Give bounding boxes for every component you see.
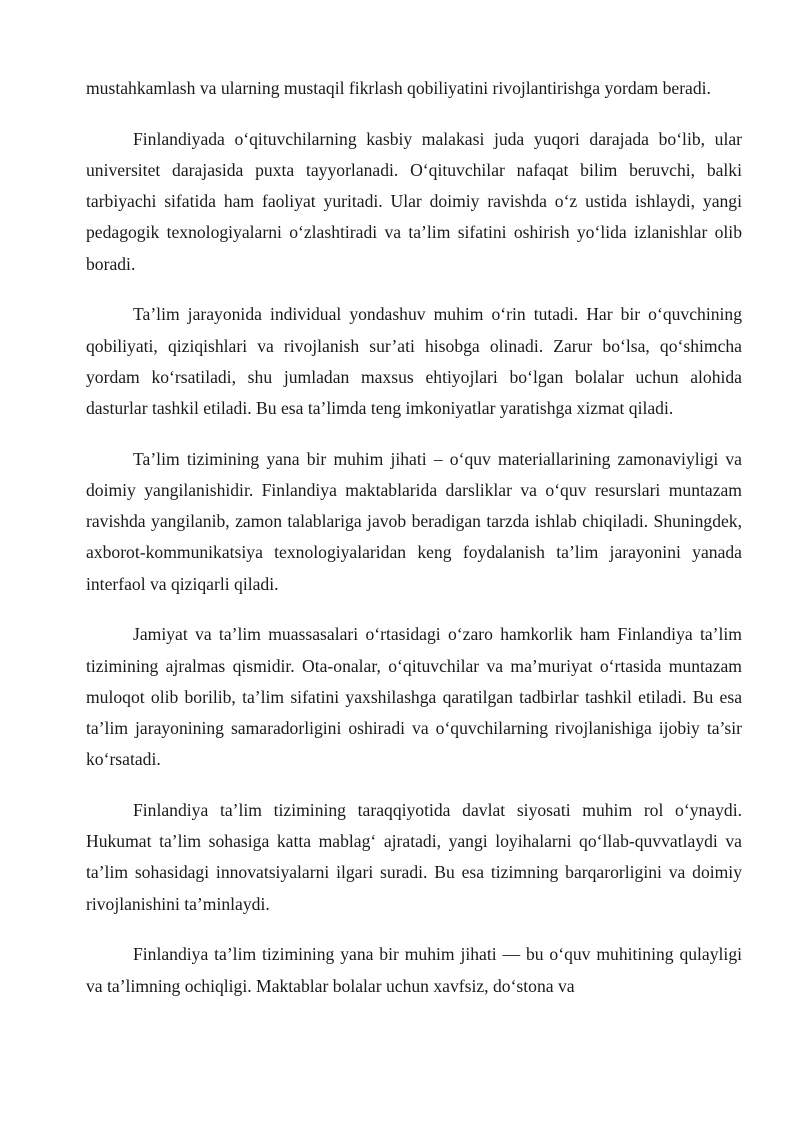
paragraph-teachers-qualification: Finlandiyada o‘qituvchilarning kasbiy malakasi juda yuqori darajada bo‘lib, ular universitet darajasida puxta tayyorlanadi. O‘qituvchilar nafaqat bilim beruvchi, balki tarbiyachi sifatida ham faoliyat yuritadi. Ular doimiy ravishda o‘z ustida ishlaydi, yangi pedagogik texnologiyalarni o‘zlashtiradi va ta’lim sifatini oshirish yo‘lida izlanishlar olib boradi. xyxy=(86,128,742,274)
paragraph-state-policy: Finlandiya ta’lim tizimining taraqqiyotida davlat siyosati muhim rol o‘ynaydi. Hukumat ta’lim sohasiga katta mablag‘ ajratadi, yangi loyihalarni qo‘llab-quvvatlaydi va ta’lim sohasidagi innovatsiyalarni ilgari suradi. Bu esa tizimning barqarorligini va doimiy rivojlanishini ta’minlaydi. xyxy=(86,800,742,914)
paragraph-individual-approach: Ta’lim jarayonida individual yondashuv muhim o‘rin tutadi. Har bir o‘quvchining qobiliyati, qiziqishlari va rivojlanish sur’ati hisobga olinadi. Zarur bo‘lsa, qo‘shimcha yordam ko‘rsatiladi, shu jumladan maxsus ehtiyojlari bo‘lgan bolalar uchun alohida dasturlar tashkil etiladi. Bu esa ta’limda teng imkoniyatlar yaratishga xizmat qiladi. xyxy=(86,304,742,419)
paragraph-learning-materials: Ta’lim tizimining yana bir muhim jihati – o‘quv materiallarining zamonaviyligi va doimiy yangilanishidir. Finlandiya maktablarida darsliklar va o‘quv resurslari muntazam ravishda yangilanib, zamon talablariga javob beradigan tarzda ishlab chiqiladi. Shuningdek, axborot-kommunikatsiya texnologiyalaridan keng foydalanish ta’lim jarayonini yanada interfaol va qiziqarli qiladi. xyxy=(86,448,742,594)
paragraph-learning-environment: Finlandiya ta’lim tizimining yana bir muhim jihati — bu o‘quv muhitining qulayligi va ta’limning ochiqligi. Maktablar bolalar uchun xavfsiz, do‘stona va xyxy=(86,944,742,996)
paragraph-1-continuation: mustahkamlash va ularning mustaqil fikrlash qobiliyatini rivojlantirishga yordam beradi. xyxy=(86,78,711,98)
paragraph-community-cooperation: Jamiyat va ta’lim muassasalari o‘rtasidagi o‘zaro hamkorlik ham Finlandiya ta’lim tizimining ajralmas qismidir. Ota-onalar, o‘qituvchilar va ma’muriyat o‘rtasida muntazam muloqot olib borilib, ta’lim sifatini yaxshilashga qaratilgan tadbirlar tashkil etiladi. Bu esa ta’lim jarayonining samaradorligini oshiradi va o‘quvchilarning rivojlanishiga ijobiy ta’sir ko‘rsatadi. xyxy=(86,624,742,770)
document-page xyxy=(86,73,742,1002)
